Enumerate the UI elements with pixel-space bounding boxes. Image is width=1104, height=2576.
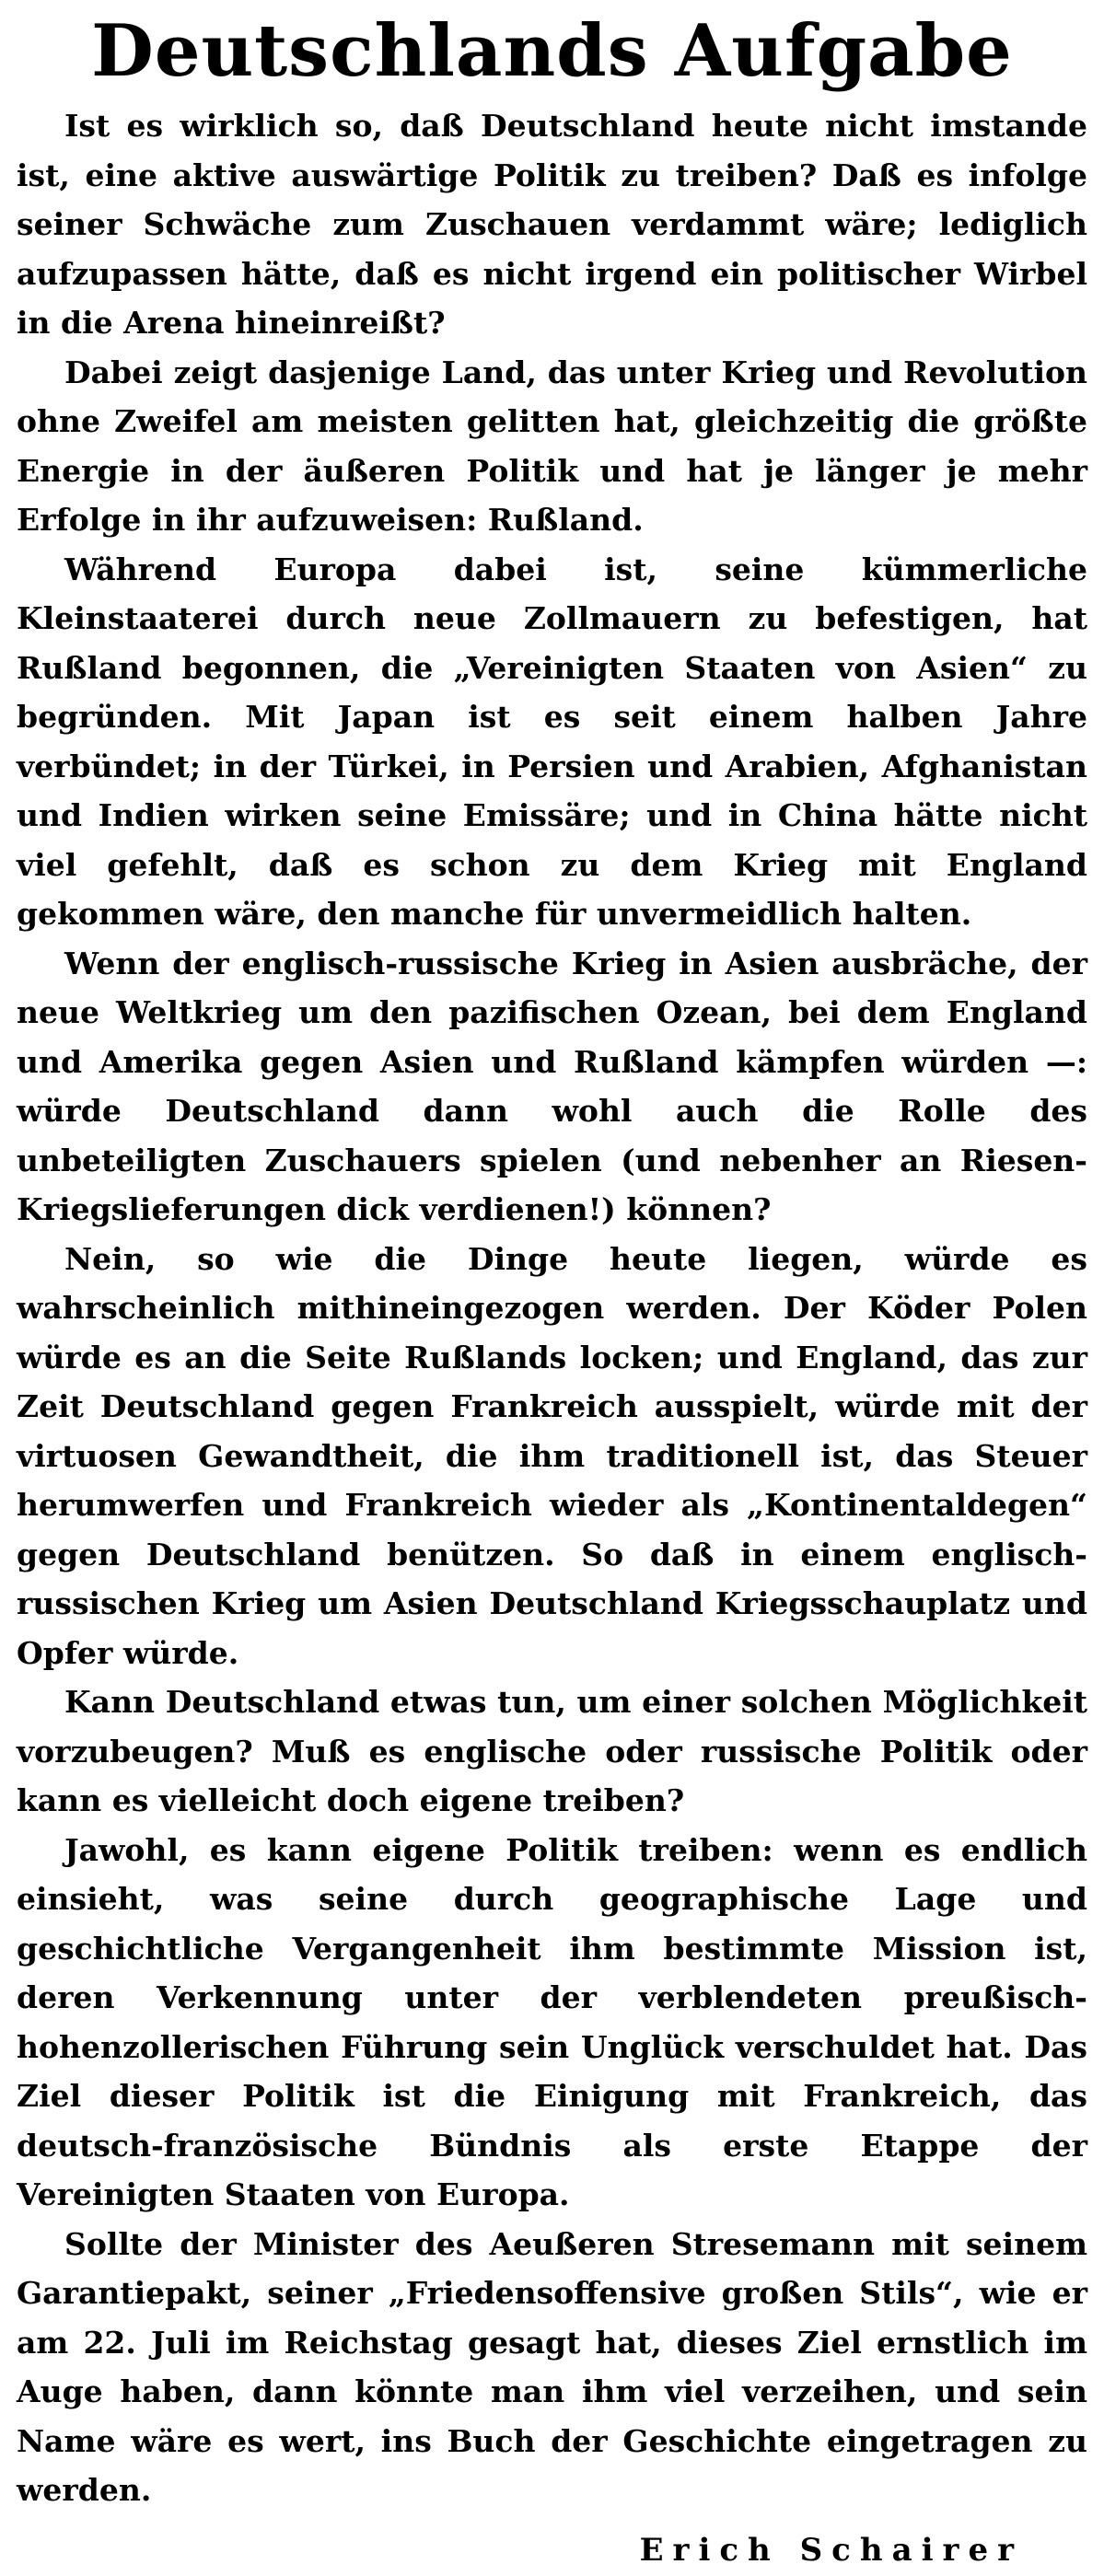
author-signature: Erich Schairer bbox=[639, 2531, 1023, 2569]
article-paragraph: Ist es wirklich so, daß Deutschland heute nicht imstande ist, eine aktive auswärtige Politik zu treiben? Daß es infolge seiner Schwäche zum Zuschauen verdammt wäre; lediglich aufzupassen hätte, daß es nicht irgend ein politischer Wirbel in die Arena hineinreißt? bbox=[17, 108, 1087, 341]
article-paragraph: Jawohl, es kann eigene Politik treiben: wenn es endlich einsieht, was seine durch geographische Lage und geschichtliche Vergangenheit ihm bestimmte Mission ist, deren Verkennung unter der verblendeten preußisch-hohenzollerischen Führung sein Unglück verschuldet hat. Das Ziel dieser Politik ist die Einigung mit Frankreich, das deutsch-französische Bündnis als erste Etappe der Vereinigten Staaten von Europa. bbox=[17, 1831, 1087, 2212]
article-paragraph: Dabei zeigt dasjenige Land, das unter Krieg und Revolution ohne Zweifel am meisten gelitten hat, gleichzeitig die größte Energie in der äußeren Politik und hat je länger je mehr Erfolge in ihr aufzuweisen: Rußland. bbox=[17, 354, 1087, 538]
article-paragraph: Sollte der Minister des Aeußeren Stresemann mit seinem Garantiepakt, seiner „Friedensoffensive großen Stils“, wie er am 22. Juli im Reichstag gesagt hat, dieses Ziel ernstlich im Auge haben, dann könnte man ihm viel verzeihen, und sein Name wäre es wert, ins Buch der Geschichte eingetragen zu werden. bbox=[17, 2225, 1087, 2508]
article-paragraph: Nein, so wie die Dinge heute liegen, würde es wahrscheinlich mithineingezogen werden. Der Köder Polen würde es an die Seite Rußlands locken; und England, das zur Zeit Deutschland gegen Frankreich ausspielt, würde mit der virtuosen Gewandtheit, die ihm traditionell ist, das Steuer herumwerfen und Frankreich wieder als „Kontinentaldegen“ gegen Deutschland benützen. So daß in einem englisch-russischen Krieg um Asien Deutschland Kriegsschauplatz und Opfer würde. bbox=[17, 1240, 1087, 1671]
article-body bbox=[17, 101, 1087, 2515]
article-paragraph: Kann Deutschland etwas tun, um einer solchen Möglichkeit vorzubeugen? Muß es englische oder russische Politik oder kann es vielleicht doch eigene treiben? bbox=[17, 1684, 1087, 1818]
article-paragraph: Wenn der englisch-russische Krieg in Asien ausbräche, der neue Weltkrieg um den pazifischen Ozean, bei dem England und Amerika gegen Asien und Rußland kämpfen würden —: würde Deutschland dann wohl auch die Rolle des unbeteiligten Zuschauers spielen (und nebenher an Riesen-Kriegslieferungen dick verdienen!) können? bbox=[17, 945, 1087, 1227]
article-paragraph: Während Europa dabei ist, seine kümmerliche Kleinstaaterei durch neue Zollmauern zu befestigen, hat Rußland begonnen, die „Vereinigten Staaten von Asien“ zu begründen. Mit Japan ist es seit einem halben Jahre verbündet; in der Türkei, in Persien und Arabien, Afghanistan und Indien wirken seine Emissäre; und in China hätte nicht viel gefehlt, daß es schon zu dem Krieg mit England gekommen wäre, den manche für unvermeidlich halten. bbox=[17, 551, 1087, 932]
article-headline: Deutschlands Aufgabe bbox=[91, 9, 1013, 93]
